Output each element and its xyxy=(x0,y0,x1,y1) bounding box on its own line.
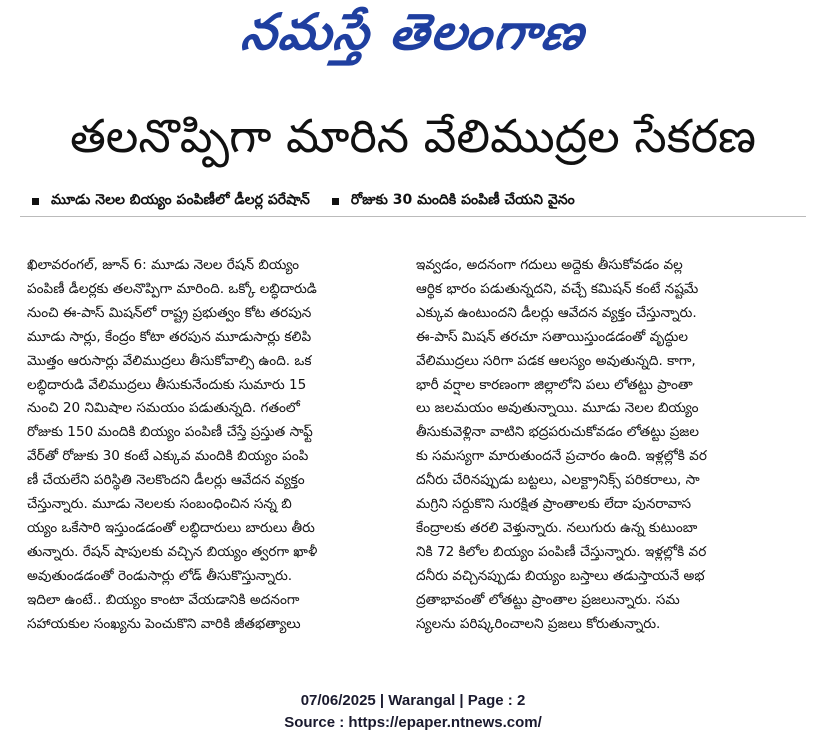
article-line: ఇవ్వడం, అదనంగా గదులు అద్దెకు తీసుకోవడం వల్ల xyxy=(416,257,683,273)
article-line: పంపిణీ డీలర్లకు తలనొప్పిగా మారింది. ఒక్కో లబ్ధిదారుడి xyxy=(27,280,317,297)
article-line: ఆర్థిక భారం పడుతున్నదని, వచ్చే కమిషన్ కంటే నష్టమే xyxy=(416,280,699,297)
article-line: దనీరు వచ్చినప్పుడు బియ్యం బస్తాలు తడుస్తాయనే అభ xyxy=(416,567,705,584)
article-line: అవుతుండడంతో రెండుసార్లు లోడ్ తీసుకొస్తున్నారు. xyxy=(27,567,293,584)
article-line: ణీ చేయలేని పరిస్థితి నెలకొందని డీలర్లు ఆవేదన వ్యక్తం xyxy=(27,472,305,489)
article-column-right xyxy=(416,254,801,637)
footer xyxy=(0,690,826,734)
article-line: మొత్తం ఆరుసార్లు వేలిముద్రలు తీసుకోవాల్సి ఉంది. ఒక xyxy=(27,352,312,369)
subheadline-text: మూడు నెలల బియ్యం పంపిణీలో డీలర్ల పరేషాన్ xyxy=(51,191,310,208)
article-line: వేలిముద్రలు సరిగా పడక ఆలస్యం అవుతున్నది. కాగా, xyxy=(416,352,696,369)
subheadline-bar xyxy=(32,190,802,212)
subheadline-item xyxy=(332,192,575,211)
article-line: య్యం ఒకేసారి ఇస్తుండడంతో లబ్ధిదారులు బారులు తీరు xyxy=(27,519,315,536)
article-line: స్యలను పరిష్కరించాలని ప్రజలు కోరుతున్నారు. xyxy=(416,615,661,632)
footer-meta: 07/06/2025 | Warangal | Page : 2 xyxy=(300,692,526,709)
article-line: సహాయకుల సంఖ్యను పెంచుకొని వారికి జీతభత్యాలు xyxy=(27,615,301,632)
article-line: నుంచి 20 నిమిషాల సమయం పడుతున్నది. గతంలో xyxy=(27,400,300,417)
masthead-logo xyxy=(0,2,826,70)
article-line: నికి 72 కిలోల బియ్యం పంపిణీ చేస్తున్నారు. ఇళ్లల్లోకి వర xyxy=(416,543,707,560)
article-line: చేస్తున్నారు. మూడు నెలలకు సంబంధించిన సన్న బి xyxy=(27,496,292,513)
article-line: తీసుకువెళ్లినా వాటిని భద్రపరుచుకోవడం లోతట్టు ప్రజల xyxy=(416,424,699,441)
masthead-title: నమస్తే తెలంగాణ xyxy=(237,2,590,61)
bullet-icon xyxy=(32,198,39,205)
divider xyxy=(20,216,806,217)
article-line: లు జలమయం అవుతున్నాయి. మూడు నెలల బియ్యం xyxy=(416,400,699,417)
article-line: ద్రతాభావంతో లోతట్టు ప్రాంతాల ప్రజలున్నారు. సమ xyxy=(416,591,680,608)
article-line: కు సమస్యగా మారుతుందనే ప్రచారం ఉంది. ఇళ్లల్లోకి వర xyxy=(416,448,707,465)
article-line: ఈ-పాస్ మిషన్ తరచూ సతాయిస్తుండడంతో వృద్ధుల xyxy=(416,328,689,345)
article-line: కేంద్రాలకు తరలి వెళ్తున్నారు. నలుగురు ఉన్న కుటుంబా xyxy=(416,519,698,536)
article-line: లబ్ధిదారుడి వేలిముద్రలు తీసుకునేందుకు సుమారు 15 xyxy=(27,376,307,393)
article-line: మూడు సార్లు, కేంద్రం కోటా తరపున మూడుసార్లు కలిపి xyxy=(27,328,312,345)
article-line: ఖిలావరంగల్, జూన్ 6: మూడు నెలల రేషన్ బియ్యం xyxy=(27,257,300,273)
article-line: ఎక్కువ ఉంటుందని డీలర్లు ఆవేదన వ్యక్తం చేస్తున్నారు. xyxy=(416,304,697,321)
article-line: దనీరు చేరినప్పుడు బట్టలు, ఎలక్ట్రానిక్స్ పరికరాలు, సా xyxy=(416,472,700,489)
article-line: ఇదిలా ఉంటే.. బియ్యం కాంటా వేయడానికి అదనంగా xyxy=(27,591,300,608)
headline: తలనొప్పిగా మారిన వేలిముద్రల సేకరణ xyxy=(70,109,756,163)
article-line: భారీ వర్షాల కారణంగా జిల్లాలోని పలు లోతట్టు ప్రాంతా xyxy=(416,376,693,393)
footer-source-link[interactable]: Source : https://epaper.ntnews.com/ xyxy=(284,714,542,731)
article-line: వేర్‌తో రోజుకు 30 కంటే ఎక్కువ మందికి బియ్యం పంపి xyxy=(27,448,309,465)
subheadline-text: రోజుకు 30 మందికి పంపిణీ చేయని వైనం xyxy=(350,191,575,208)
article-line: రోజుకు 150 మందికి బియ్యం పంపిణీ చేస్తే ప్రస్తుత సాఫ్ట్ xyxy=(27,424,313,441)
article-line: తున్నారు. రేషన్ షాపులకు వచ్చిన బియ్యం త్వరగా ఖాళీ xyxy=(27,543,318,560)
article-column-left xyxy=(27,254,412,637)
subheadline-item xyxy=(32,192,310,211)
article-line: మగ్రిని సర్దుకొని సురక్షిత ప్రాంతాలకు లేదా పునరావాస xyxy=(416,496,692,513)
bullet-icon xyxy=(332,198,339,205)
article-line: నుంచి ఈ-పాస్ మిషన్‌లో రాష్ట్ర ప్రభుత్వం కోట తరపున xyxy=(27,304,312,321)
